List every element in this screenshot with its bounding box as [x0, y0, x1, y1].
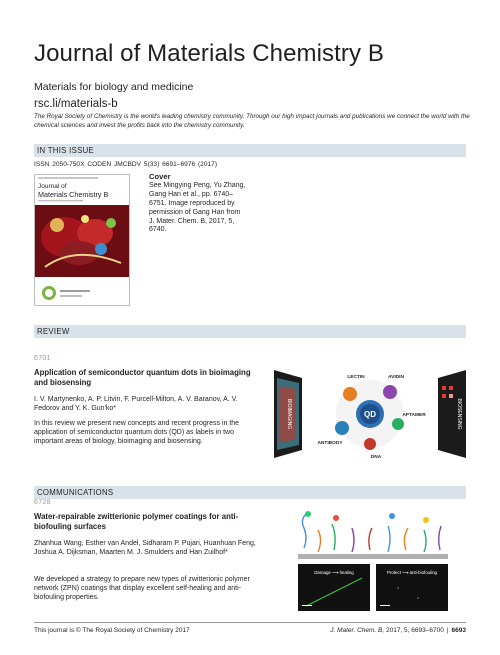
review-page-number[interactable]: 6701: [34, 355, 51, 362]
cover-artwork: [35, 175, 130, 306]
footer-citation-rest: 2017, 5, 6693–6700: [385, 627, 444, 634]
antibody-label: ANTIBODY: [317, 441, 343, 446]
qd-center-label: QD: [364, 410, 376, 419]
cover-caption-title: Cover: [149, 172, 171, 181]
in-this-issue-bar: [34, 144, 466, 157]
review-abstract: In this review we present new concepts and recent progress in the application of semiconductor quantum dots (QD) as labels in two important areas of biology, bioimaging and biosensing.: [34, 420, 240, 446]
bioimaging-panel-label: BIOIMAGING: [286, 398, 292, 430]
footer-separator: |: [446, 627, 449, 634]
avidin-label: AVIDIN: [388, 375, 404, 380]
communications-bar: [34, 486, 466, 499]
cover-caption: [149, 173, 247, 235]
communication-graphic: [298, 508, 448, 611]
issn-line: ISSN 2050-750X CODEN JMCBDV 5(33) 6691–6976 (2017): [34, 161, 218, 168]
communications-label: COMMUNICATIONS: [37, 488, 114, 497]
dna-label: DNA: [370, 455, 382, 460]
review-graphic: [272, 364, 468, 464]
footer-page-number: 6693: [451, 627, 466, 634]
review-label: REVIEW: [37, 327, 70, 336]
communication-abstract: We developed a strategy to prepare new types of zwitterionic polymer network (ZPN) coatings that display excellent self-healing and anti-biofouling properties.: [34, 576, 250, 602]
communication-title[interactable]: Water-repairable zwitterionic polymer coatings for anti-biofouling surfaces: [34, 512, 239, 531]
review-authors: I. V. Martynenko, A. P. Litvin, F. Purcell-Milton, A. V. Baranov, A. V. Fedorov and Y. K. Gun'ko*: [34, 396, 238, 413]
lectin-label: LECTIN: [347, 375, 365, 380]
journal-title: Journal of Materials Chemistry B: [34, 40, 384, 67]
biosensing-panel-label: BIOSENSING: [456, 398, 462, 430]
journal-subtitle: Materials for biology and medicine: [34, 81, 194, 93]
footer-rule: [34, 622, 466, 623]
cover-caption-text: See Mingying Peng, Yu Zhang, Gang Han et al., pp. 6740–6751. Image reproduced by permission of Gang Han from J. Mater. Chem. B, 2017, 5, 6740.: [149, 181, 246, 234]
footer-copyright: This journal is © The Royal Society of Chemistry 2017: [34, 627, 190, 634]
aptamer-label: APTAMER: [402, 413, 426, 418]
cover-journal-line2: Materials Chemistry B: [38, 190, 109, 199]
cover-image[interactable]: [34, 174, 130, 306]
communication-authors: Zhanhua Wang, Esther van Andel, Sidharam P. Pujari, Huanhuan Feng, Joshua A. Dijksman, Maarten M. J. Smulders and Han Zuilhof*: [34, 540, 256, 557]
footer-journal-abbrev: J. Mater. Chem. B,: [330, 627, 385, 634]
in-this-issue-label: IN THIS ISSUE: [37, 146, 95, 155]
review-bar: [34, 325, 466, 338]
protect-antifouling-label: Protect ⟶ anti-biofouling: [387, 570, 437, 575]
review-title[interactable]: Application of semiconductor quantum dots in bioimaging and biosensing: [34, 368, 251, 387]
footer-citation: [330, 627, 466, 634]
communication-page-number[interactable]: 6728: [34, 499, 51, 506]
journal-url[interactable]: rsc.li/materials-b: [34, 98, 118, 110]
cover-journal-line1: Journal of: [38, 183, 67, 190]
rsc-statement: The Royal Society of Chemistry is the world's leading chemistry community. Through our high impact journals and publications we connect the world with the chemical sciences and invest the profits back into the chemistry community.: [34, 113, 470, 129]
damage-healing-label: Damage ⟶ healing: [314, 570, 354, 575]
